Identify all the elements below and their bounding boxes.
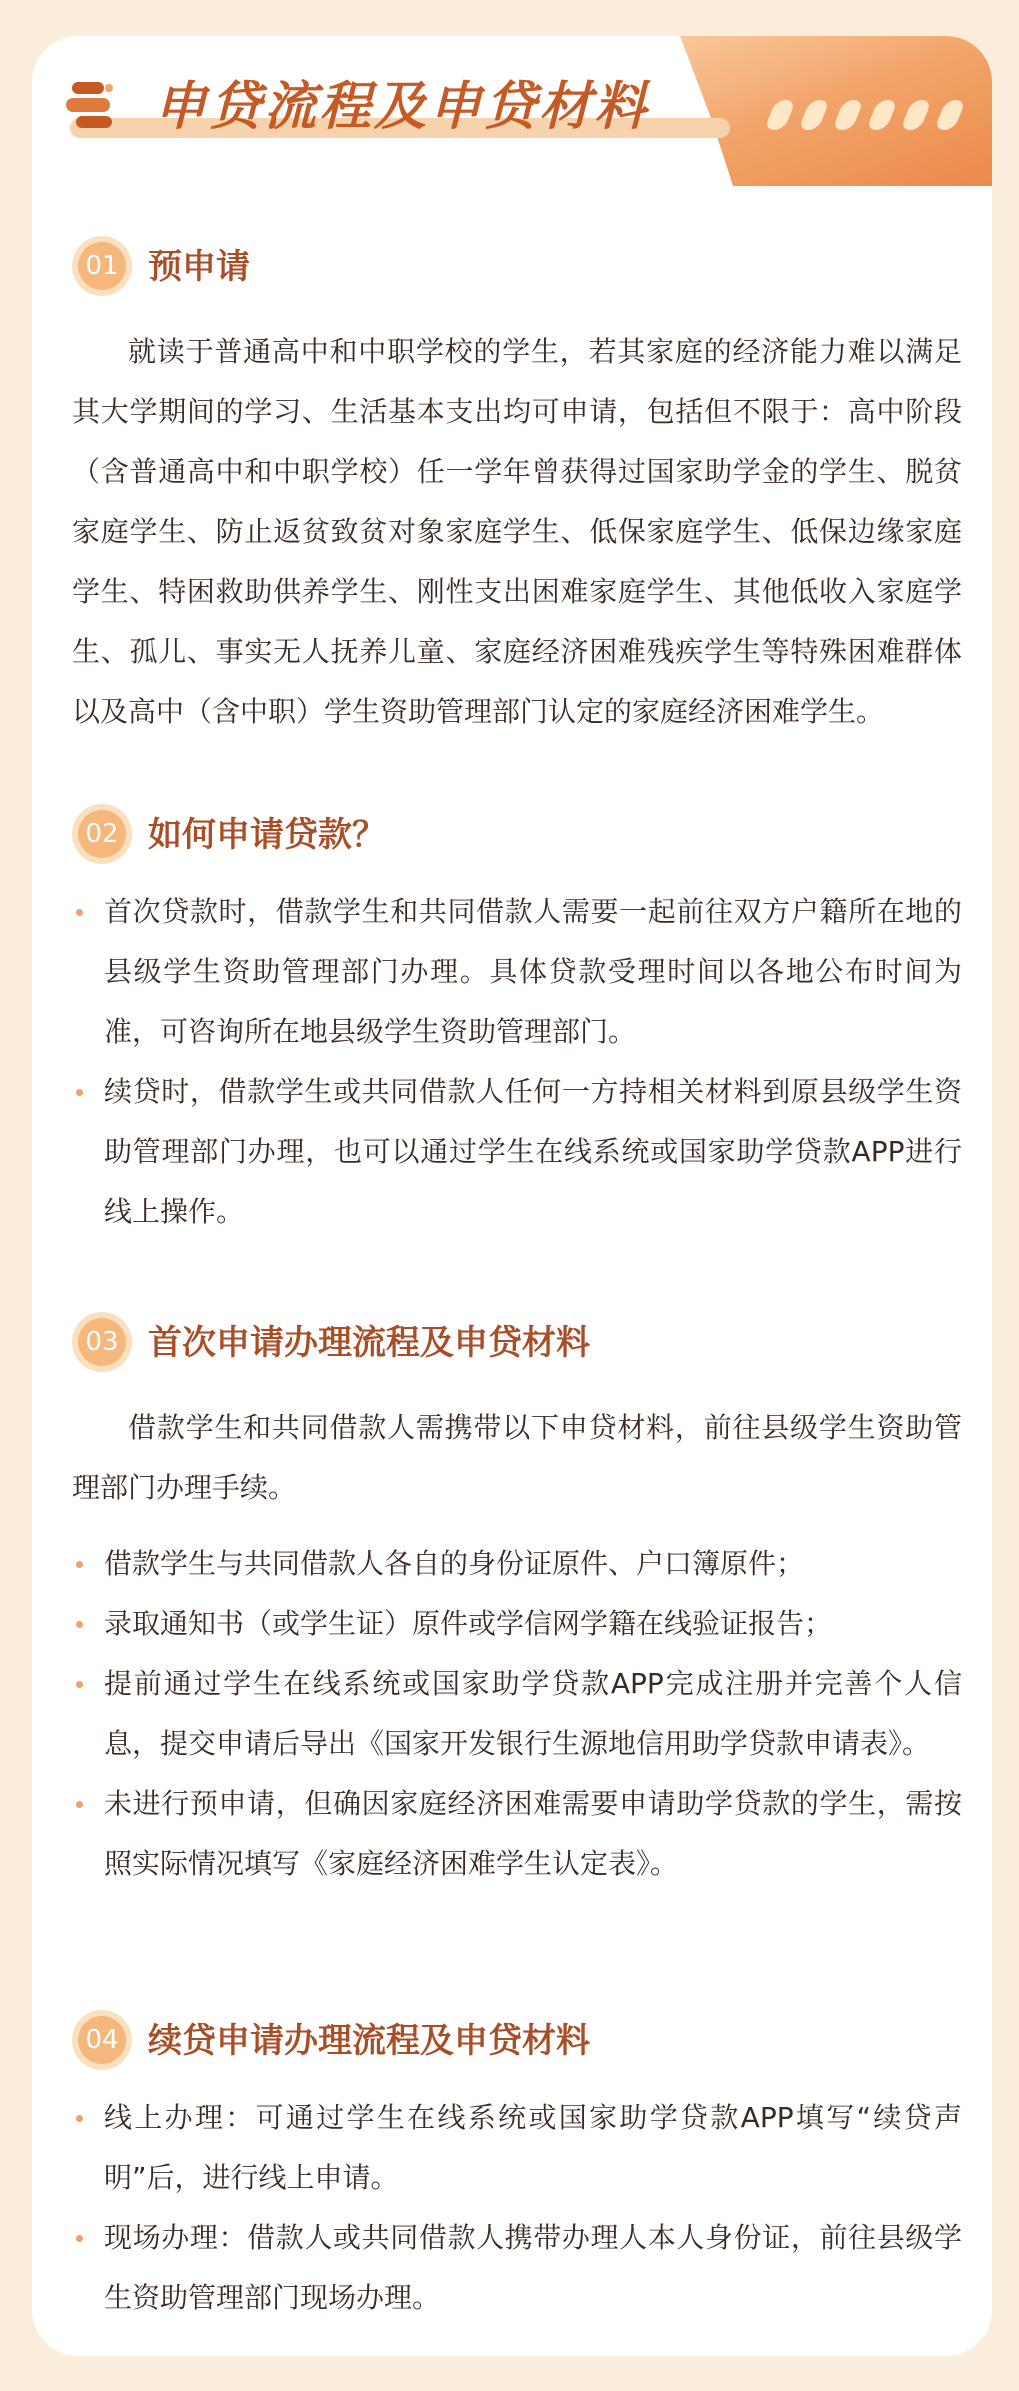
list-item: 提前通过学生在线系统或国家助学贷款APP完成注册并完善个人信息，提交申请后导出《国家开发银行生源地信用助学贷款申请表》。 xyxy=(72,1654,962,1774)
bullet-list xyxy=(72,882,962,1242)
section-title: 首次申请办理流程及申贷材料 xyxy=(148,1323,590,1363)
section-title: 续贷申请办理流程及申贷材料 xyxy=(148,2021,590,2061)
page-header xyxy=(62,70,722,150)
section-how-to-apply xyxy=(72,804,962,1242)
section-number-badge: 01 xyxy=(72,236,132,296)
section-number-badge: 02 xyxy=(72,804,132,864)
section-renewal xyxy=(72,2010,962,2328)
section-pre-application xyxy=(72,236,962,742)
section-number-badge: 04 xyxy=(72,2010,132,2070)
section-paragraph: 就读于普通高中和中职学校的学生，若其家庭的经济能力难以满足其大学期间的学习、生活基本支出均可申请，包括但不限于：高中阶段（含普通高中和中职学校）任一学年曾获得过国家助学金的学生、脱贫家庭学生、防止返贫致贫对象家庭学生、低保家庭学生、低保边缘家庭学生、特困救助供养学生、刚性支出困难家庭学生、其他低收入家庭学生、孤儿、事实无人抚养儿童、家庭经济困难残疾学生等特殊困难群体以及高中（含中职）学生资助管理部门认定的家庭经济困难学生。 xyxy=(72,335,962,728)
coin-stack-icon xyxy=(62,76,122,136)
page-title: 申贷流程及申贷材料 xyxy=(154,77,650,137)
list-item: 首次贷款时，借款学生和共同借款人需要一起前往双方户籍所在地的县级学生资助管理部门办理。具体贷款受理时间以各地公布时间为准，可咨询所在地县级学生资助管理部门。 xyxy=(72,882,962,1062)
section-title: 如何申请贷款？ xyxy=(148,815,386,855)
list-item: 续贷时，借款学生或共同借款人任何一方持相关材料到原县级学生资助管理部门办理，也可以通过学生在线系统或国家助学贷款APP进行线上操作。 xyxy=(72,1062,962,1242)
bullet-list xyxy=(72,1534,962,1894)
section-first-application xyxy=(72,1312,962,1894)
list-item: 未进行预申请，但确因家庭经济困难需要申请助学贷款的学生，需按照实际情况填写《家庭经济困难学生认定表》。 xyxy=(72,1774,962,1894)
section-number-badge: 03 xyxy=(72,1312,132,1372)
list-item: 借款学生与共同借款人各自的身份证原件、户口簿原件； xyxy=(72,1534,962,1594)
list-item: 线上办理：可通过学生在线系统或国家助学贷款APP填写“续贷声明”后，进行线上申请。 xyxy=(72,2088,962,2208)
list-item: 现场办理：借款人或共同借款人携带办理人本人身份证，前往县级学生资助管理部门现场办理。 xyxy=(72,2208,962,2328)
section-title: 预申请 xyxy=(148,247,250,287)
bullet-list xyxy=(72,2088,962,2328)
list-item: 录取通知书（或学生证）原件或学信网学籍在线验证报告； xyxy=(72,1594,962,1654)
section-paragraph: 借款学生和共同借款人需携带以下申贷材料，前往县级学生资助管理部门办理手续。 xyxy=(72,1411,962,1504)
